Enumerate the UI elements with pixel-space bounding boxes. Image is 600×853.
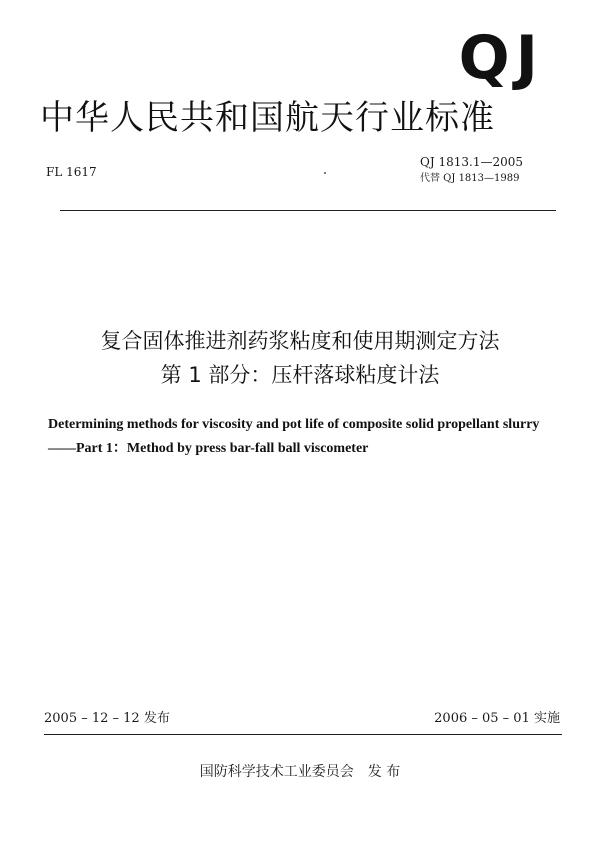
qj-logo: QJ	[458, 23, 544, 93]
classification-code: FL 1617	[46, 165, 97, 179]
top-divider	[60, 210, 556, 211]
bottom-divider	[44, 734, 562, 735]
scan-speck	[324, 172, 326, 174]
implementation-date: 2006 – 05 – 01 实施	[434, 711, 560, 726]
document-title-en-line2: ——Part 1：Method by press bar-fall ball viscometer	[48, 441, 369, 456]
standard-category-title: 中华人民共和国航天行业标准	[40, 98, 495, 138]
document-title-cn-line1: 复合固体推进剂药浆粘度和使用期测定方法	[100, 329, 500, 353]
publisher: 国防科学技术工业委员会 发 布	[199, 764, 401, 780]
document-title-cn-line2: 第 1 部分：压杆落球粘度计法	[160, 363, 440, 387]
document-title-en-line1: Determining methods for viscosity and pot life of composite solid propellant slurry	[48, 417, 540, 432]
issue-date: 2005 – 12 – 12 发布	[44, 711, 170, 726]
standard-number: QJ 1813.1—2005	[420, 155, 523, 169]
replaces-standard: 代替 QJ 1813—1989	[420, 173, 520, 184]
